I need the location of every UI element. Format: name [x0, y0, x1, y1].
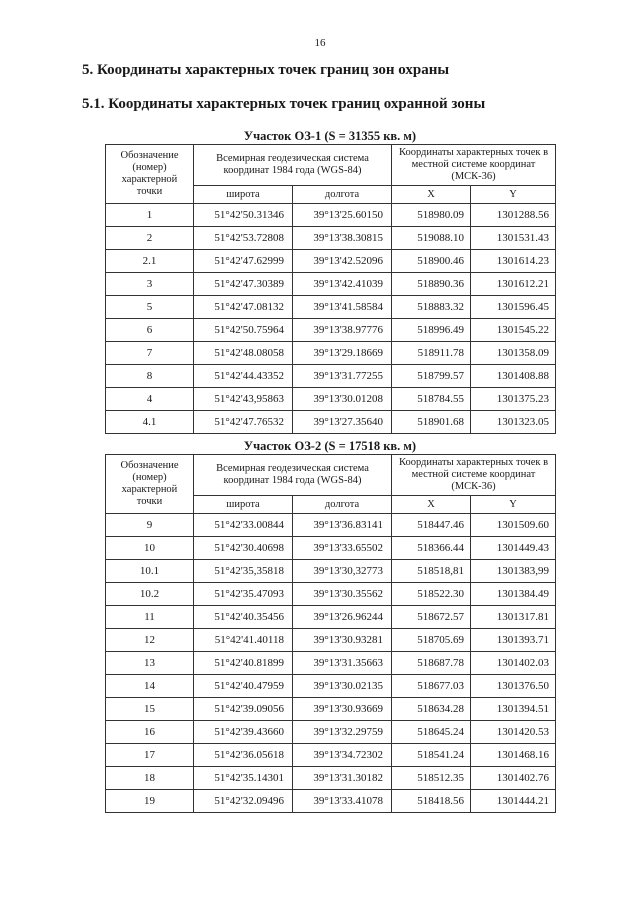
cell-x: 518705.69: [392, 629, 471, 652]
cell-latitude: 51°42'47.76532: [194, 411, 293, 434]
table-row: [106, 629, 556, 652]
cell-latitude: 51°42'47.08132: [194, 296, 293, 319]
cell-point: 5: [106, 296, 194, 319]
cell-y: 1301509.60: [471, 514, 556, 537]
cell-y: 1301393.71: [471, 629, 556, 652]
cell-longitude: 39°13'26.96244: [293, 606, 392, 629]
table-row: [106, 744, 556, 767]
cell-longitude: 39°13'30.35562: [293, 583, 392, 606]
table-row: [106, 652, 556, 675]
cell-x: 518634.28: [392, 698, 471, 721]
cell-x: 518980.09: [392, 204, 471, 227]
cell-y: 1301384.49: [471, 583, 556, 606]
cell-latitude: 51°42'43,95863: [194, 388, 293, 411]
table-row: [106, 227, 556, 250]
cell-y: 1301376.50: [471, 675, 556, 698]
cell-latitude: 51°42'32.09496: [194, 790, 293, 813]
section-heading: 5. Координаты характерных точек границ зон охраны: [82, 62, 450, 78]
cell-longitude: 39°13'29.18669: [293, 342, 392, 365]
table-row: [106, 411, 556, 434]
header-local: Координаты характерных точек в местной системе координат (МСК-36): [392, 145, 556, 186]
table-row: [106, 388, 556, 411]
cell-longitude: 39°13'30.93669: [293, 698, 392, 721]
cell-point: 6: [106, 319, 194, 342]
cell-longitude: 39°13'30.01208: [293, 388, 392, 411]
cell-y: 1301468.16: [471, 744, 556, 767]
parcel-oz2-rows: [106, 514, 556, 813]
cell-y: 1301444.21: [471, 790, 556, 813]
cell-point: 10.2: [106, 583, 194, 606]
cell-point: 4.1: [106, 411, 194, 434]
cell-point: 16: [106, 721, 194, 744]
cell-longitude: 39°13'41.58584: [293, 296, 392, 319]
cell-latitude: 51°42'40.47959: [194, 675, 293, 698]
cell-y: 1301596.45: [471, 296, 556, 319]
cell-x: 518366.44: [392, 537, 471, 560]
cell-y: 1301375.23: [471, 388, 556, 411]
table-row: [106, 767, 556, 790]
cell-y: 1301449.43: [471, 537, 556, 560]
cell-point: 10: [106, 537, 194, 560]
cell-x: 518518,81: [392, 560, 471, 583]
cell-latitude: 51°42'39.09056: [194, 698, 293, 721]
cell-latitude: 51°42'33.00844: [194, 514, 293, 537]
cell-latitude: 51°42'35.47093: [194, 583, 293, 606]
cell-longitude: 39°13'31.77255: [293, 365, 392, 388]
cell-latitude: 51°42'47.62999: [194, 250, 293, 273]
cell-point: 10.1: [106, 560, 194, 583]
table-row: [106, 675, 556, 698]
table-row: [106, 790, 556, 813]
cell-latitude: 51°42'39.43660: [194, 721, 293, 744]
cell-point: 14: [106, 675, 194, 698]
parcel-oz2-caption: Участок ОЗ-2 (S = 17518 кв. м): [243, 439, 417, 453]
parcel-oz1-table: [105, 144, 556, 434]
parcel-oz2-table: [105, 454, 556, 813]
cell-point: 18: [106, 767, 194, 790]
cell-y: 1301408.88: [471, 365, 556, 388]
parcel-oz1-caption: Участок ОЗ-1 (S = 31355 кв. м): [243, 129, 417, 143]
header-y: Y: [471, 186, 556, 204]
cell-y: 1301383,99: [471, 560, 556, 583]
cell-x: 518672.57: [392, 606, 471, 629]
header-x: X: [392, 186, 471, 204]
cell-point: 9: [106, 514, 194, 537]
cell-longitude: 39°13'38.97776: [293, 319, 392, 342]
cell-y: 1301288.56: [471, 204, 556, 227]
table-row: [106, 319, 556, 342]
cell-x: 518996.49: [392, 319, 471, 342]
table-row: [106, 296, 556, 319]
page-number: 16: [314, 37, 326, 49]
cell-x: 518687.78: [392, 652, 471, 675]
cell-y: 1301402.76: [471, 767, 556, 790]
table-row: [106, 560, 556, 583]
table-row: [106, 514, 556, 537]
header-wgs: Всемирная геодезическая система координат 1984 года (WGS-84): [194, 455, 392, 496]
cell-y: 1301323.05: [471, 411, 556, 434]
cell-y: 1301394.51: [471, 698, 556, 721]
cell-longitude: 39°13'30.02135: [293, 675, 392, 698]
cell-longitude: 39°13'30.93281: [293, 629, 392, 652]
cell-longitude: 39°13'38.30815: [293, 227, 392, 250]
cell-x: 518911.78: [392, 342, 471, 365]
cell-y: 1301420.53: [471, 721, 556, 744]
cell-x: 518901.68: [392, 411, 471, 434]
cell-latitude: 51°42'53.72808: [194, 227, 293, 250]
cell-longitude: 39°13'31.30182: [293, 767, 392, 790]
table-row: [106, 204, 556, 227]
cell-point: 7: [106, 342, 194, 365]
cell-x: 518645.24: [392, 721, 471, 744]
cell-x: 518447.46: [392, 514, 471, 537]
cell-x: 518418.56: [392, 790, 471, 813]
cell-point: 8: [106, 365, 194, 388]
header-wgs: Всемирная геодезическая система координат 1984 года (WGS-84): [194, 145, 392, 186]
header-lon: долгота: [293, 186, 392, 204]
cell-y: 1301402.03: [471, 652, 556, 675]
header-lon: долгота: [293, 496, 392, 514]
cell-latitude: 51°42'50.31346: [194, 204, 293, 227]
cell-latitude: 51°42'40.81899: [194, 652, 293, 675]
cell-x: 519088.10: [392, 227, 471, 250]
cell-point: 2: [106, 227, 194, 250]
cell-longitude: 39°13'33.41078: [293, 790, 392, 813]
cell-latitude: 51°42'44.43352: [194, 365, 293, 388]
cell-y: 1301545.22: [471, 319, 556, 342]
cell-point: 13: [106, 652, 194, 675]
cell-x: 518677.03: [392, 675, 471, 698]
cell-longitude: 39°13'36.83141: [293, 514, 392, 537]
cell-longitude: 39°13'27.35640: [293, 411, 392, 434]
cell-longitude: 39°13'33.65502: [293, 537, 392, 560]
parcel-oz1-rows: [106, 204, 556, 434]
cell-y: 1301531.43: [471, 227, 556, 250]
cell-point: 17: [106, 744, 194, 767]
table-row: [106, 721, 556, 744]
cell-x: 518900.46: [392, 250, 471, 273]
table-row: [106, 606, 556, 629]
cell-point: 3: [106, 273, 194, 296]
header-x: X: [392, 496, 471, 514]
cell-latitude: 51°42'35,35818: [194, 560, 293, 583]
table-row: [106, 698, 556, 721]
cell-latitude: 51°42'30.40698: [194, 537, 293, 560]
cell-x: 518883.32: [392, 296, 471, 319]
header-lat: широта: [194, 186, 293, 204]
cell-x: 518541.24: [392, 744, 471, 767]
cell-latitude: 51°42'48.08058: [194, 342, 293, 365]
header-point: Обозначение (номер) характерной точки: [106, 145, 194, 204]
cell-latitude: 51°42'36.05618: [194, 744, 293, 767]
header-y: Y: [471, 496, 556, 514]
cell-longitude: 39°13'30,32773: [293, 560, 392, 583]
table-row: [106, 273, 556, 296]
cell-point: 2.1: [106, 250, 194, 273]
cell-y: 1301317.81: [471, 606, 556, 629]
cell-longitude: 39°13'34.72302: [293, 744, 392, 767]
header-point: Обозначение (номер) характерной точки: [106, 455, 194, 514]
subsection-heading: 5.1. Координаты характерных точек границ охранной зоны: [82, 96, 486, 112]
cell-latitude: 51°42'40.35456: [194, 606, 293, 629]
cell-point: 4: [106, 388, 194, 411]
cell-longitude: 39°13'42.41039: [293, 273, 392, 296]
cell-latitude: 51°42'35.14301: [194, 767, 293, 790]
table-row: [106, 250, 556, 273]
table-row: [106, 537, 556, 560]
cell-longitude: 39°13'32.29759: [293, 721, 392, 744]
cell-x: 518890.36: [392, 273, 471, 296]
cell-latitude: 51°42'41.40118: [194, 629, 293, 652]
table-row: [106, 342, 556, 365]
cell-point: 1: [106, 204, 194, 227]
table-row: [106, 583, 556, 606]
cell-y: 1301614.23: [471, 250, 556, 273]
cell-y: 1301358.09: [471, 342, 556, 365]
header-lat: широта: [194, 496, 293, 514]
cell-point: 19: [106, 790, 194, 813]
cell-longitude: 39°13'42.52096: [293, 250, 392, 273]
cell-x: 518784.55: [392, 388, 471, 411]
cell-latitude: 51°42'47.30389: [194, 273, 293, 296]
cell-point: 11: [106, 606, 194, 629]
cell-latitude: 51°42'50.75964: [194, 319, 293, 342]
cell-x: 518799.57: [392, 365, 471, 388]
cell-point: 12: [106, 629, 194, 652]
cell-x: 518522.30: [392, 583, 471, 606]
cell-longitude: 39°13'25.60150: [293, 204, 392, 227]
cell-x: 518512.35: [392, 767, 471, 790]
parcel-oz1-block: [105, 128, 555, 434]
cell-longitude: 39°13'31.35663: [293, 652, 392, 675]
table-row: [106, 365, 556, 388]
parcel-oz2-block: [105, 438, 555, 813]
header-local: Координаты характерных точек в местной системе координат (МСК-36): [392, 455, 556, 496]
cell-y: 1301612.21: [471, 273, 556, 296]
cell-point: 15: [106, 698, 194, 721]
